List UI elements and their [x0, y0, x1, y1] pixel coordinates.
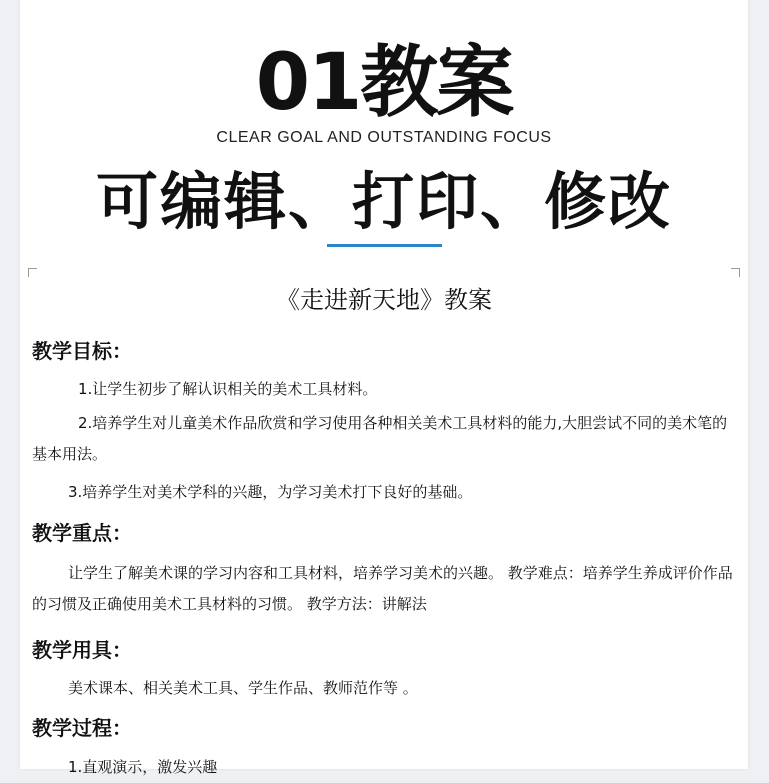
- heading-teaching-goals[interactable]: 教学目标：: [32, 339, 132, 363]
- paragraph-goal-1[interactable]: 1.让学生初步了解认识相关的美术工具材料。: [78, 380, 378, 398]
- margin-corner-mark-right: [731, 268, 740, 277]
- heading-teaching-tools[interactable]: 教学用具：: [32, 638, 132, 662]
- paragraph-process-item-1[interactable]: 1.直观演示，激发兴趣: [68, 758, 218, 776]
- heading-key-points[interactable]: 教学重点：: [32, 521, 132, 545]
- banner-subtitle: CLEAR GOAL AND OUTSTANDING FOCUS: [216, 129, 552, 146]
- paragraph-goal-3[interactable]: 3.培养学生对美术学科的兴趣，为学习美术打下良好的基础。: [68, 483, 473, 501]
- margin-corner-mark-left: [28, 268, 37, 277]
- heading-teaching-process[interactable]: 教学过程：: [32, 716, 132, 740]
- paragraph-key-points[interactable]: 让学生了解美术课的学习内容和工具材料，培养学习美术的兴趣。 教学难点：培养学生养成评价作品的习惯及正确使用美术工具材料的习惯。 教学方法：讲解法: [32, 564, 733, 613]
- document-page: [20, 0, 748, 776]
- accent-divider: [327, 244, 442, 247]
- paragraph-teaching-tools[interactable]: 美术课本、相关美术工具、学生作品、教师范作等 。: [68, 679, 418, 697]
- banner-title: 01教案: [255, 38, 513, 128]
- paragraph-goal-2[interactable]: 2.培养学生对儿童美术作品欣赏和学习使用各种相关美术工具材料的能力,大胆尝试不同的美术笔的基本用法。: [32, 414, 728, 463]
- document-title[interactable]: 《走进新天地》教案: [276, 286, 492, 314]
- banner-tagline: 可编辑、打印、修改: [95, 165, 672, 238]
